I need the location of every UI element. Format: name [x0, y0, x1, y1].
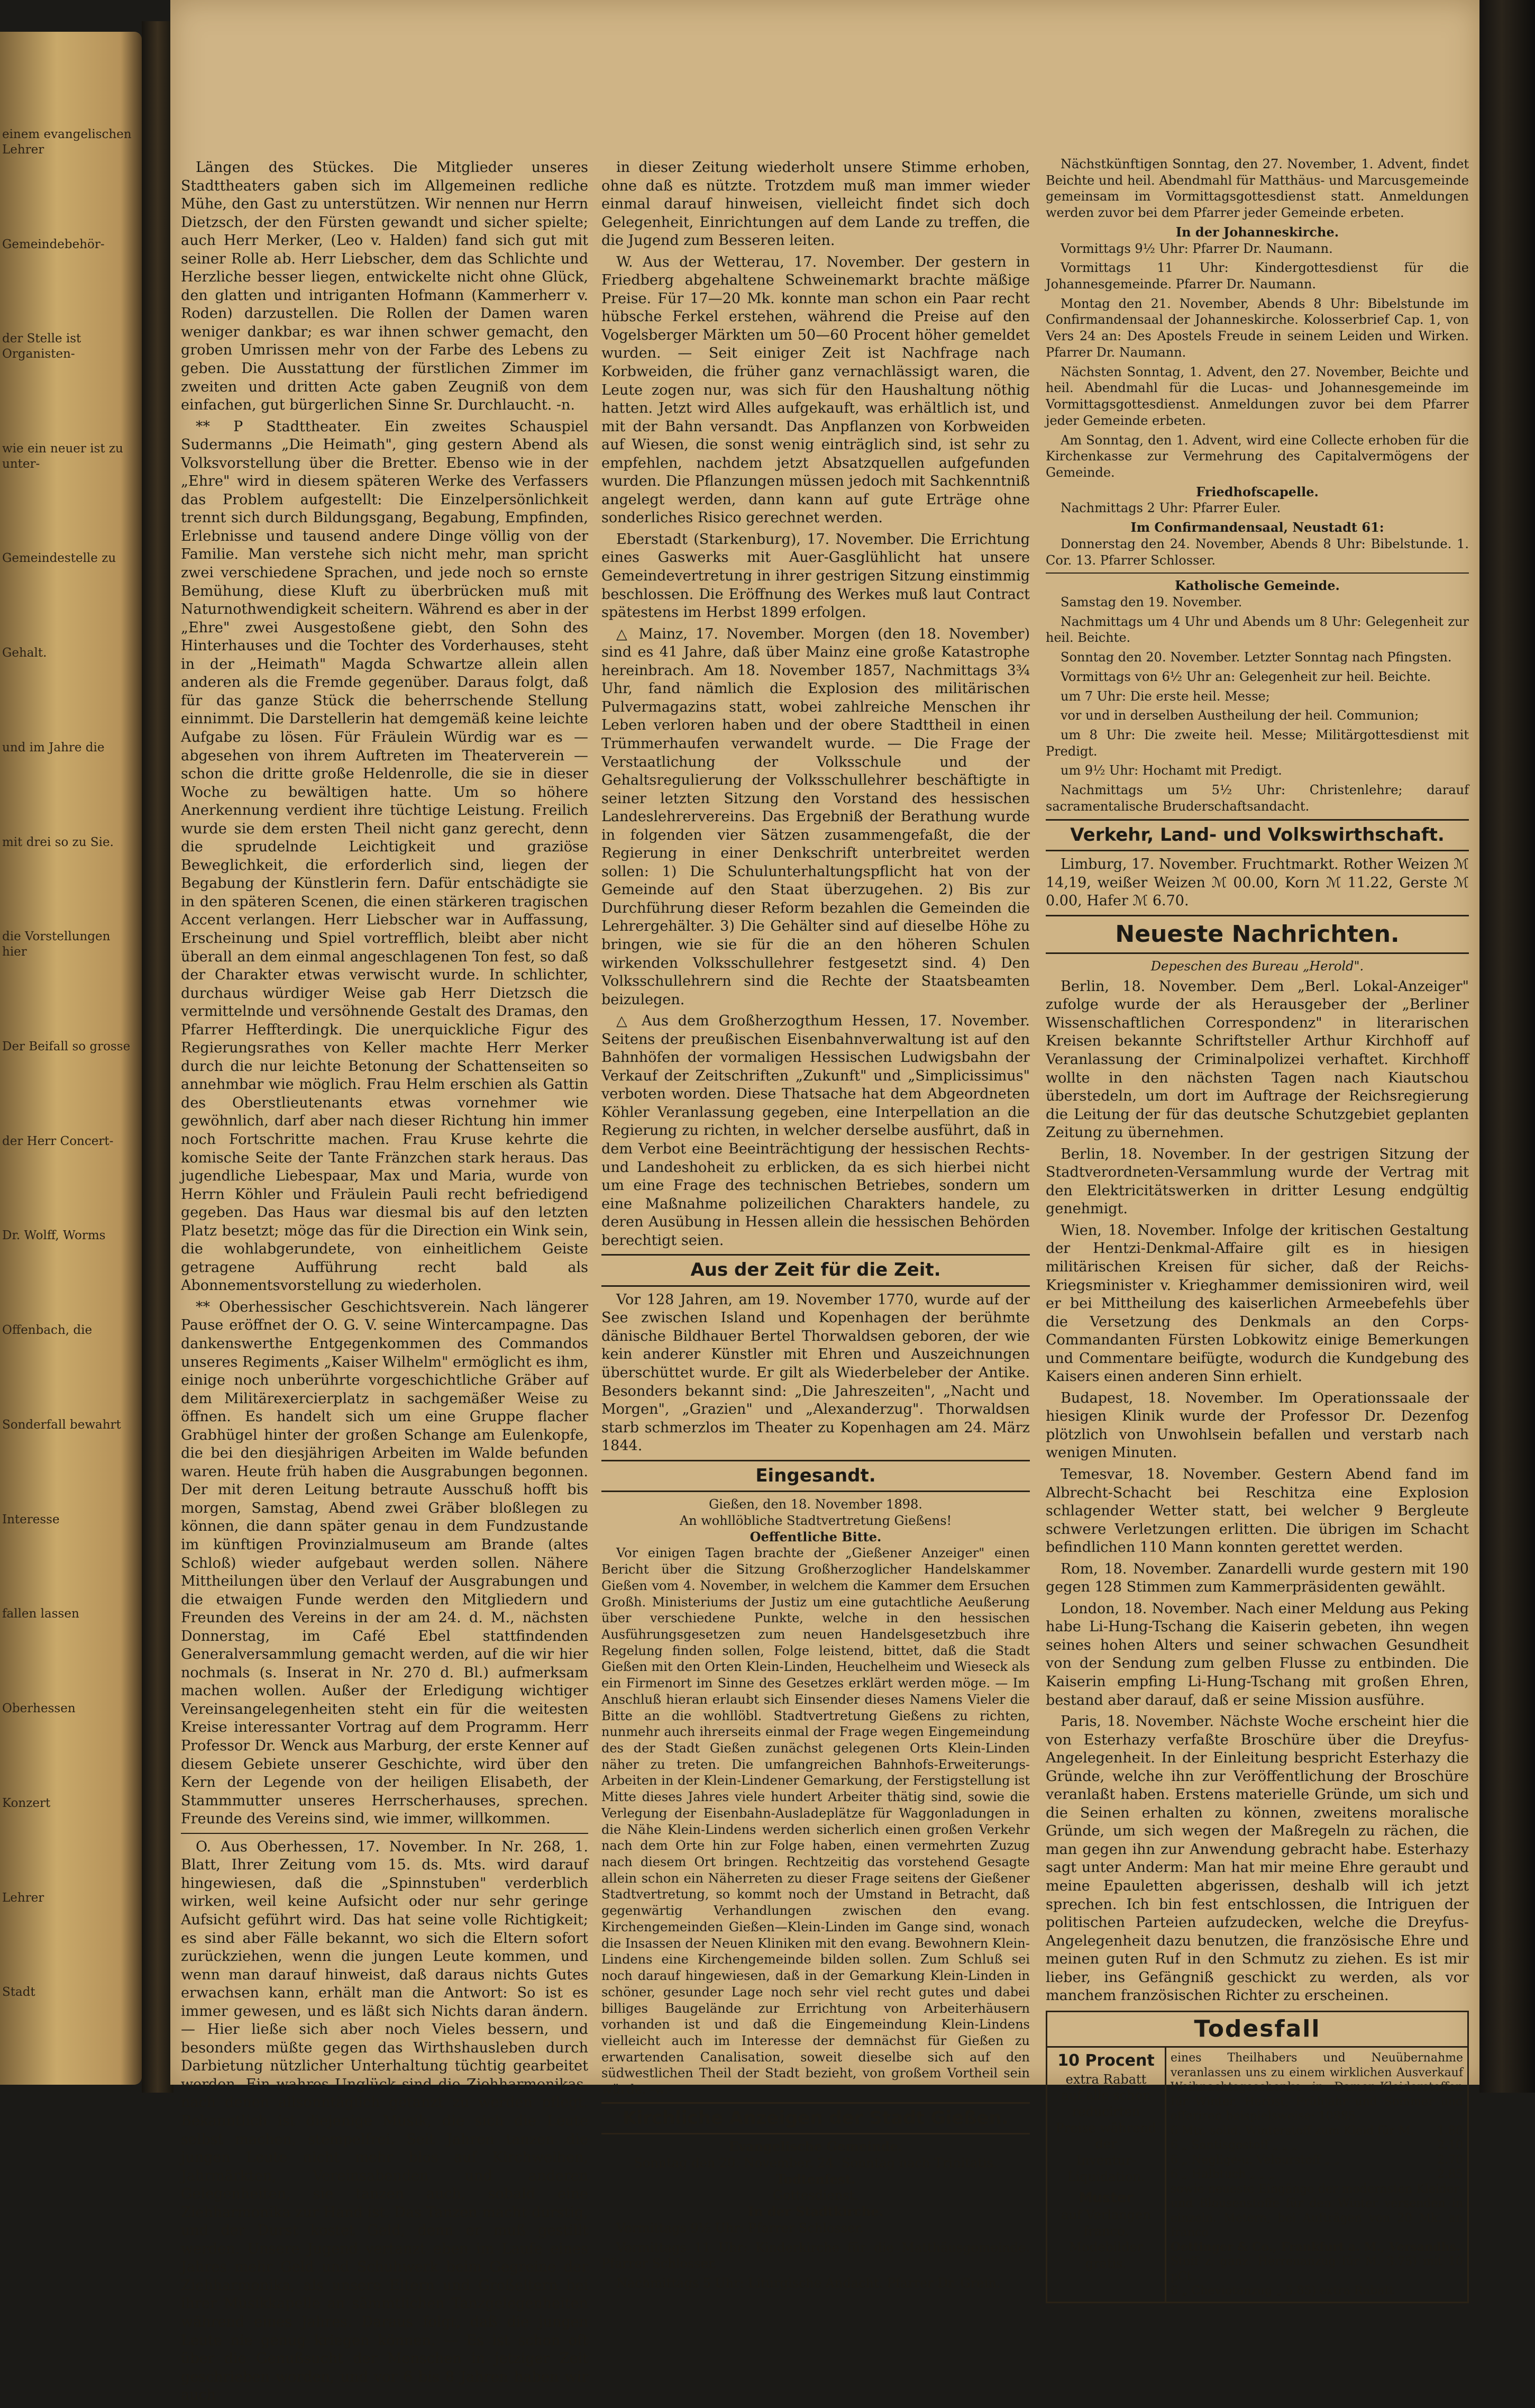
kath-heading: Katholische Gemeinde.: [1175, 578, 1340, 594]
divider: [181, 1833, 588, 1834]
section-heading-kirchliche: Kirchliche Anzeigen der Stadt Gießen.: [601, 2102, 1030, 2135]
ad-left-line: Modebilder gratis.: [1068, 2240, 1144, 2271]
ad-item-price: 2.10: [1437, 2139, 1463, 2152]
kirch-line: Vormittags 11 Uhr: Kindergottesdienst für die Johannesgemeinde. Pfarrer Dr. Naumann.: [1046, 260, 1469, 292]
ad-body: [1047, 2048, 1467, 2302]
kirch-line: Donnerstag den 24. November, Abends 8 Uhr: Bibelstunde. 1. Cor. 13. Pfarrer Schlosser.: [1046, 536, 1469, 568]
eingesandt-address: An wohllöbliche Stadtvertretung Gießens!: [679, 1513, 952, 1528]
verkehr-text: Limburg, 17. November. Fruchtmarkt. Rother Weizen ℳ 14,19, weißer Weizen ℳ 00.00, Korn ℳ 11.22, Gerste ℳ 0.00, Hafer ℳ 6.70.: [1046, 856, 1469, 910]
section-heading-verkehr: Verkehr, Land- und Volkswirthschaft.: [1046, 819, 1469, 852]
column-1: [181, 159, 588, 2408]
kirch-line: Am Sonntag, den 1. Advent, wird eine Collecte erhoben für die Kirchenkasse zur Vermehrung des Capitalvermögens der Gemeinde.: [1046, 432, 1469, 480]
ad-item: [1171, 2124, 1463, 2139]
ad-left-line: Inventur-Liquidation.: [1067, 2153, 1145, 2184]
ad-item: [1171, 2138, 1463, 2153]
news-paragraph: Berlin, 18. November. In der gestrigen Sitzung der Stadtverordneten-Versammlung wurde der Vertrag mit den Elektricitätswerken in dritter Lesung endgültig genehmigt.: [1046, 1146, 1469, 1217]
kirch-line: Montag den 21. November, Abends 8 Uhr: Bibelstunde im Confirmandensaal der Johanneskirche. Kolosserbrief Cap. 1, von Vers 24 an: Des Apostels Freude in seinem Leiden und Wirken. Pfarrer Dr. Naumann.: [1046, 296, 1469, 360]
conf-heading: Im Confirmandensaal, Neustadt 61:: [1130, 520, 1384, 535]
ad-item-label: 6 „ Santisgostoff „ „ „: [1171, 2139, 1298, 2152]
kath-line: um 7 Uhr: Die erste heil. Messe;: [1061, 688, 1270, 704]
left-page-line: Lehrer: [2, 1891, 44, 1905]
article-paragraph: Eberstadt (Starkenburg), 17. November. Die Errichtung eines Gaswerks mit Auer-Gasglühlicht hat unsere Gemeindevertretung in ihrer gestrigen Sitzung einstimmig beschlossen. Die Eröffnung des Werkes muß laut Contract spätestens im Herbst 1899 erfolgen.: [601, 531, 1030, 621]
fried-heading: Friedhofscapelle.: [1196, 484, 1319, 499]
kirch-line: Vormittags 11 Uhr: Kinderkirche für die Matthäusgemeinde. Pfarrer Schlosser.: [601, 2240, 1030, 2271]
ad-muster: Muster: [1079, 2189, 1134, 2206]
ad-discount: 10 Procent: [1057, 2051, 1155, 2070]
newspaper-page: [170, 0, 1479, 2404]
kath-line: Nachmittags um 5½ Uhr: Christenlehre; darauf sacramentalische Bruderschaftsandacht.: [1046, 783, 1469, 814]
news-paragraph: Wien, 18. November. Infolge der kritischen Gestaltung der Hentzi-Denkmal-Affaire gilt es in hiesigen militärischen Kreisen für sicher, daß der Reichs-Kriegsminister v. Krieghammer demissioniren wird, weil er bei Mittheilung des kaiserlichen Armeebefehls über die Versetzung des Denkmals an den Corps-Commandanten Fürsten Lobkowitz einige Bemerkungen und Commentare beifügte, wodurch die Kundgebung des Kaisers einen anderen Sinn erhielt.: [1046, 1222, 1469, 1385]
news-paragraph: London, 18. November. Nach einer Meldung aus Peking habe Li-Hung-Tschang die Kaiserin gebeten, ihn wegen seines hohen Alters und seiner schwachen Gesundheit von der Sendung zum gelben Flusse zu entbinden. Die Kaiserin empfing Li-Hung-Tschang mit großen Ehren, bestand aber darauf, daß er seine Mission ausführe.: [1046, 1600, 1469, 1709]
kath-line: Vormittags von 6½ Uhr an: Gelegenheit zur heil. Beichte.: [1061, 669, 1431, 684]
ad-item-label: 6 „ Halbtuch „ „ „: [1171, 2168, 1275, 2182]
left-page-line: der Stelle ist Organisten-: [2, 332, 81, 361]
eingesandt-text: Vor einigen Tagen brachte der „Gießener Anzeiger" einen Bericht über die Sitzung Großherzoglicher Handelskammer Gießen vom 4. November, in welchem die Kammer dem Ersuchen Großh. Ministeriums der Justiz um eine gutachtliche Aeußerung über verschiedene Punkte, welche in den hessischen Ausführungsgesetzen zum neuen Handelsgesetzbuch ihre Regelung finden sollen, Folge leistend, bittet, daß die Stadt Gießen mit den Orten Klein-Linden, Heuchelheim und Wieseck als ein Firmenort im Sinne des Gesetzes erklärt werden möge. — Im Anschluß hieran erlaubt sich Einsender dieses Namens Vieler die Bitte an die wohllöbl. Stadtvertretung Gießens zu richten, nunmehr auch ihrerseits einmal der Frage wegen Eingemeindung des der Stadt Gießen zunächst gelegenen Orts Klein-Linden näher zu treten. Die umfangreichen Bahnhofs-Erweiterungs-Arbeiten in der Klein-Lindener Gemarkung, der Ferstigstellung ist Mitte dieses Jahres viele hundert Arbeiter thätig sind, sowie die Verlegung der Eisenbahn-Ausladeplätze für Waggonladungen in die Nähe Klein-Lindens werden sicherlich einen großen Verkehr nach dem Orte hin zur Folge haben, einen vermehrten Zuzug nach diesem Ort bringen. Rechtzeitig das vorstehend Gesagte allein schon ein Näherreten zu dieser Frage seitens der Gießener Stadtvertretung, so kommt noch der Umstand in Betracht, daß gegenwärtig Verhandlungen zwischen den evang. Kirchengemeinden Gießen—Klein-Linden im Gange sind, wonach die Insassen der Neuen Kliniken mit den evang. Bewohnern Klein-Lindens eine Kirchengemeinde bilden sollen. Zum Schluß sei noch darauf hingewiesen, daß in der Gemarkung Klein-Linden in schöner, gesunder Lage noch sehr viel recht gutes und dabei billiges Baugelände zur Errichtung von Arbeiterhäusern vorhanden ist und daß die Eingemeindung Klein-Lindens vielleicht auch im Interesse der demnächst für Gießen zu erwartenden Canalisation, soweit dieselbe sich auf den südwestlichen Theil der Stadt bezieht, von großem Vortheil sein würde. -w.-: [601, 1546, 1030, 2097]
article-paragraph: in dieser Zeitung wiederholt unsere Stimme erhoben, ohne daß es nützte. Trotzdem muß man immer wieder einmal darauf hinweisen, vielleicht findet sich doch Gelegenheit, Einrichtungen auf dem Lande zu treffen, die die Jugend zum Besseren leiten.: [601, 159, 1030, 249]
ad-item: [1171, 2153, 1463, 2168]
kirch-line: Nächstkünftigen Sonntag, den 27. November, 1. Advent, findet Beichte und heil. Abendmahl für Matthäus- und Marcusgemeinde gemeinsam im Vormittagsgottesdienst statt. Anmeldungen werden zuvor bei dem Pfarrer jeder Gemeinde erbeten.: [1046, 157, 1469, 221]
kirch-line: Nachmittags 5 Uhr: Liturgische Andacht. Pfarrer Dr. Grein.: [616, 2276, 1001, 2291]
column-3: [1046, 156, 1469, 2303]
kath-line: Sonntag den 20. November. Letzter Sonntag nach Pfingsten.: [1061, 650, 1452, 665]
left-page-text: [2, 127, 134, 2079]
kirch-line: Vormittags 9½ Uhr: Pfarrer Schlosser.: [616, 2220, 864, 2236]
section-heading-neueste: Neueste Nachrichten.: [1046, 915, 1469, 954]
book-gutter: [142, 21, 173, 2093]
kirch-line: Vormittags 9½ Uhr: Pfarrer Dr. Naumann.: [1061, 241, 1333, 256]
article-paragraph: O. Aus Oberhessen, 17. November. In Nr. 268, 1. Blatt, Ihrer Zeitung vom 15. ds. Mts. wird darauf hingewiesen, daß die „Spinnstuben" verderblich wirken, weil keine Aufsicht oder nur sehr geringe Aufsicht geführt wird. Das hat seine volle Richtigkeit; es sind aber Fälle bekannt, wo sich die Eltern sofort zurückziehen, wenn die jungen Leute kommen, und wenn man darauf hinweist, daß daraus nichts Gutes erwachsen kann, erhält man die Antwort: So ist es immer gewesen, und es läßt sich Nichts daran ändern. — Hier ließe sich aber noch Vieles bessern, und besonders müßte gegen das Wirthshausleben durch Darbietung nützlicher Unterhaltung tüchtig gearbeitet werden. Ein wahres Unglück sind die Ziehharmonikas, nach denen allsonntäglich getanzt zu werden pflegt. Bekanntlich ist diejenige Musik, die sich die Leute selbst machen, stempelfrei. Seit Jahren tanzen die jungen Leute nicht mehr blos auf Kirchweihen, Jahrmärkten, Vereinsabenden und anderen Gelegenheiten, sie tanzen auch, sobald eine Ziehharmonika zur Hand ist. Das Tanzen macht durstig, und der Durst kostet Geld, denn er muß gestillt werden. Unsere Jugend vertanzt eben im Laufe eines Jahres mehr Geld und Schuhwerk beim Gegreine der Ziehharmonika, als unsere Eltern und Großeltern bei ihrer Musikkapelle an sämmtlichen Tanzgelegenheiten während eines Jahres. Daraus folgt, daß die jungen Leute nie genug kriegen können. — Es ist schon oft über die Genußsucht der Menschen in jetziger Zeit geschrieben worden, und vor 6 bis 8 Jahren haben wir auch: [181, 1838, 588, 2404]
eingesandt-subtitle: Oeffentliche Bitte.: [750, 1529, 882, 1544]
book-edge-right: [1479, 0, 1535, 2093]
joh-heading: In der Johanneskirche.: [1175, 224, 1339, 240]
article-paragraph: Längen des Stückes. Die Mitglieder unseres Stadttheaters gaben sich im Allgemeinen redliche Mühe, den Gast zu unterstützen. Wir nennen nur Herrn Dietzsch, der den Fürsten gewandt und sicher spielte; auch Herr Merker, (Leo v. Halden) fand sich gut mit seiner Rolle ab. Herr Liebscher, dem das Schlichte und Herzliche besser liegen, entwickelte nicht ohne Glück, den glatten und intriganten Hofmann (Kammerherr v. Roden) darzustellen. Die Rollen der Damen waren weniger dankbar; es war ihnen schwer gemacht, den groben Umrissen mehr von der Farbe des Lebens zu geben. Die Ausstattung der fürstlichen Zimmer im zweiten und dritten Acte gaben Zeugniß von dem einfachen, gut bürgerlichen Sinne Sr. Durchlaucht. -n.: [181, 159, 588, 414]
left-page-line: Gemeindestelle zu: [2, 551, 116, 566]
left-page-line: einem evangelischen Lehrer: [2, 128, 132, 157]
ad-item-price: 2.85: [1437, 2168, 1463, 2182]
article-paragraph: △ Aus dem Großherzogthum Hessen, 17. November. Seitens der preußischen Eisenbahnverwaltung ist auf den Bahnhöfen der vormaligen Hessischen Ludwigsbahn der Verkauf der Zeitschriften „Zukunft" und „Simplicissimus" verboten worden. Diese Thatsache hat dem Abgeordneten Köhler Veranlassung gegeben, eine Interpellation an die Regierung zu richten, in welcher derselbe ausführt, daß in dem Verbot eine Beeinträchtigung der hessischen Rechts- und Landeshoheit zu erblicken, da es sich hierbei nicht um eine Frage des technischen Betriebes, sondern um eine Maßnahme polizeilichen Charakters handele, zu deren Ausübung in Hessen allein die hessischen Behörden berechtigt seien.: [601, 1013, 1030, 1249]
left-page-line: Sonderfall bewahrt: [2, 1417, 121, 1432]
article-paragraph: ** Oberhessischer Geschichtsverein. Nach längerer Pause eröffnet der O. G. V. seine Wintercampagne. Das dankenswerthe Entgegenkommen des Commandos unseres Regiments „Kaiser Wilhelm" ermöglicht es ihm, einige noch unberührte vorgeschichtliche Gräber auf dem Militärexercierplatz in sachgemäßer Weise zu öffnen. Es handelt sich um eine Gruppe flacher Grabhügel hinter der großen Schange am Eulenkopfe, die bei den diesjährigen Arbeiten im Walde befunden waren. Heute früh haben die Ausgrabungen begonnen. Der mit deren Leitung betraute Ausschuß hofft bis morgen, Samstag, Abend zwei Gräber bloßlegen zu können, die dann später genau in dem Fundzustande im künftigen Provinzialmuseum am Brande (altes Schloß) wieder aufgebaut werden sollen. Nähere Mittheilungen über den Verlauf der Ausgrabungen und die etwaigen Funde werden den Mitgliedern und Freunden des Vereins in der am 24. d. M., nächsten Donnerstag, im Café Ebel stattfindenden Generalversammlung gemacht werden, auf die wir hier nochmals (s. Inserat in Nr. 270 d. Bl.) aufmerksam machen wollen. Außer der Erledigung wichtiger Vereinsangelegenheiten steht ein für die weitesten Kreise interessanter Vortrag auf dem Programm. Herr Professor Dr. Wenck aus Marburg, der erste Kenner auf diesem Gebiete unserer Geschichte, wird über den Kern der Legende von der heiligen Elisabeth, der Stammmutter unseres Herrscherhauses, sprechen. Freunde des Vereins sind, wie immer, willkommen.: [181, 1298, 588, 1828]
kirch-subheading: In der Stadtkirche.: [748, 2204, 883, 2220]
ad-firm-line: 6 „ Cheviotanzug „ 5.85) extra Rabatt: [1171, 2284, 1394, 2298]
ad-firm-line: Stoff z. ganz. Herrenanzug für M. 3.75) mit 10 pCt.: [1171, 2255, 1463, 2283]
ad-item-price: 1.80: [1437, 2124, 1463, 2138]
kirch-line: Nächsten Sonntag, 1. Advent, den 27. November, Beichte und heil. Abendmahl für die Lucas- und Johannesgemeinde im Vormittagsgottesdienst. Anmeldungen zuvor bei dem Pfarrer jeder Gemeinde erbeten.: [1046, 364, 1469, 428]
left-page-line: Der Beifall so grosse: [2, 1039, 131, 1053]
column-2: [601, 159, 1030, 2295]
kath-line: Samstag den 19. November.: [1061, 594, 1242, 610]
ad-outro: sowie neueste Eingänge der modernsten Kleider- und Blousenstoffe für den Winter versenden in einzeln. Metern, bei Aufträgen von 20 Mk. an franco: [1171, 2182, 1463, 2240]
section-heading-eingesandt: Eingesandt.: [601, 1460, 1030, 1493]
left-page-line: wie ein neuer ist zu unter-: [2, 441, 123, 471]
kirch-line: Sonntag den 20. November. 24. Sonntag nach Trinitatis.: [634, 2156, 998, 2171]
left-page-line: Gehalt.: [2, 646, 47, 660]
left-page-line: Stadt: [2, 1985, 35, 2000]
left-page-fragment: [0, 32, 142, 2085]
left-page-line: die Vorstellungen hier: [2, 930, 111, 959]
news-paragraph: Temesvar, 18. November. Gestern Abend fand im Albrecht-Schacht bei Reschitza eine Explosion schlagender Wetter statt, bei welcher 9 Bergleute schwere Verletzungen erlitten. Die übrigen im Schacht befindlichen 110 Mann konnten gerettet werden.: [1046, 1466, 1469, 1556]
ad-left-line: extra Rabatt: [1065, 2071, 1147, 2087]
kath-line: um 8 Uhr: Die zweite heil. Messe; Militärgottesdienst mit Predigt.: [1046, 728, 1469, 759]
ad-left-line: auf alle schon reducirten Preise während der: [1055, 2088, 1157, 2152]
article-paragraph: △ Mainz, 17. November. Morgen (den 18. November) sind es 41 Jahre, daß über Mainz eine große Katastrophe hereinbrach. Am 18. November 1857, Nachmittags 3¾ Uhr, fand nämlich die Explosion des militärischen Pulvermagazins statt, wobei zahlreiche Menschen ihr Leben verloren haben und der obere Stadttheil in einen Trümmerhaufen verwandelt wurde. — Die Frage der Verstaatlichung der Volksschule und der Gehaltsregulierung der Volksschullehrer beschäftigte in seiner letzten Sitzung den Vorstand des hessischen Landeslehrervereins. Das Ergebniß der Berathung wurde in folgenden vier Sätzen zusammengefaßt, die der Regierung in einer Denkschrift unterbreitet werden sollen: 1) Die Schulunterhaltungspflicht hat von der Gemeinde auf den Staat überzugehen. 2) Bis zur Durchführung dieser Reform bezahlen die Gemeinden die Lehrergehälter. 3) Die Gehälter sind auf dieselbe Höhe zu bringen, wie sie für die an den höheren Schulen wirkenden Volksschullehrer festgesetzt sind. 4) Den Volksschullehrern sind die Rechte der Staatsbeamten beizulegen.: [601, 625, 1030, 1008]
ad-item: [1171, 2167, 1463, 2182]
ad-right-panel: [1166, 2048, 1467, 2302]
left-page-line: Gemeindebehör-: [2, 237, 105, 251]
kirch-line: Nachmittags 2 Uhr: Pfarrer Euler.: [1061, 501, 1281, 516]
section-heading-zeit: Aus der Zeit für die Zeit.: [601, 1254, 1030, 1287]
eingesandt-date: Gießen, den 18. November 1898.: [709, 1497, 922, 1512]
ad-title: Todesfall: [1047, 2012, 1467, 2048]
ad-item-price: 2.70: [1437, 2153, 1463, 2167]
kirch-subheading: Evangelische Gemeinde.: [728, 2139, 903, 2155]
kath-line: vor und in derselben Austheilung der heil. Communion;: [1061, 708, 1419, 723]
article-paragraph: ** P Stadttheater. Ein zweites Schauspiel Sudermanns „Die Heimath", ging gestern Abend als Volksvorstellung über die Bretter. Ebenso wie in der „Ehre" wird in diesem späteren Werke des Verfassers das Problem aufgestellt: Die Einzelpersönlichkeit trennt sich durch Bildungsgang, Begabung, Empfinden, Erlebnisse und tausend andere Dinge völlig von der Familie. Man verstehe sich nicht mehr, man spricht zwei verschiedene Sprachen, und jede noch so ernste Bemühung, diese Kluft zu überbrücken muß mit Naturnothwendigkeit scheitern. Während es aber in der „Ehre" zwei Ausgestoßene giebt, den Sohn des Hinterhauses und die Tochter des Vorderhauses, steht in der „Heimath" Magda Schwartze allein allen anderen als die Fremde gegenüber. Daraus folgt, daß für das ganze Stück die beherrschende Stellung einnimmt. Die Darstellerin hat demgemäß keine leichte Aufgabe zu lösen. Für Fräulein Würdig war es — abgesehen von ihrem Auftreten im Theaterverein — schon die dritte große Heldenrolle, die sie in dieser Woche zu bewältigen hatte. Um so höhere Anerkennung verdient ihre tüchtige Leistung. Freilich wurde sie dem ersten Theil nicht ganz gerecht, denn die sprudelnde Leichtigkeit und graziöse Beweglichkeit, die erforderlich sind, liegen der Begabung der Künstlerin fern. Dafür entschädigte sie in den späteren Scenen, die einen stärkeren tragischen Accent verlangen. Herr Liebscher war in Auffassung, Erscheinung und Spiel vortrefflich, bleibt aber nicht überall an dem einmal angeschlagenen Ton fest, so daß der Charakter etwas verwischt wurde. In schlichter, durchaus würdiger Weise gab Herr Dietzsch die vermittelnde und versöhnende Gestalt des Dramas, den Pfarrer Heffterdingk. Die unerquickliche Figur des Regierungsrathes von Keller machte Herr Merker durch die nur leichte Betonung der Schattenseiten so annehmbar wie möglich. Frau Helm erschien als Gattin des Oberstlieutenants etwas vornehmer wie gewöhnlich, darf aber nach dieser Richtung hin immer noch Fortschritte machen. Frau Kruse kehrte die komische Seite der Tante Fränzchen stark heraus. Das jugendliche Liebespaar, Max und Maria, wurde von Herrn Köhler und Fräulein Pauli recht befriedigend gegeben. Das Haus war diesmal bis auf den letzten Platz besetzt; möge das für die Direction ein Wink sein, die wohlabgerundete, von einheitlichem Geiste getragene Aufführung recht bald als Abonnementsvorstellung zu wiederholen.: [181, 418, 588, 1294]
left-page-line: der Herr Concert-: [2, 1134, 114, 1148]
news-paragraph: Rom, 18. November. Zanardelli wurde gestern mit 190 gegen 128 Stimmen zum Kammerpräsidenten gewählt.: [1046, 1560, 1469, 1596]
divider: [1046, 573, 1469, 574]
left-page-line: mit drei so zu Sie.: [2, 835, 114, 849]
neueste-subtitle: Depeschen des Bureau „Herold".: [1150, 959, 1364, 974]
left-page-line: fallen lassen: [2, 1607, 79, 1621]
left-page-line: und im Jahre die: [2, 740, 105, 755]
kirch-subheading: Todtenfest.: [775, 2171, 856, 2187]
kath-line: Nachmittags um 4 Uhr und Abends um 8 Uhr: Gelegenheit zur heil. Beichte.: [1046, 614, 1469, 646]
kirch-subheading: Gottesdienst.: [773, 2188, 858, 2203]
left-page-line: Oberhessen: [2, 1702, 76, 1715]
kath-line: um 9½ Uhr: Hochamt mit Predigt.: [1061, 763, 1282, 778]
ad-firm: Oettinger & Co., Frankfurt a. M., Versandhs.: [1171, 2240, 1460, 2254]
ad-left-panel: [1047, 2048, 1166, 2302]
ad-item-label: 6 „ Negligé-u. Velourstoff „ „: [1171, 2153, 1340, 2167]
advertisement-todesfall: [1046, 2011, 1469, 2303]
zeit-text: Vor 128 Jahren, am 19. November 1770, wurde auf der See zwischen Island und Kopenhagen der berühmte dänische Bildhauer Bertel Thorwaldsen geboren, der wie kein anderer Künstler mit Ehren und Auszeichnungen überschüttet wurde. Er gilt als Wiederbeleber der Antike. Besonders bekannt sind: „Die Jahreszeiten", „Nacht und Morgen", „Grazien" und „Alexanderzug". Thorwaldsen starb schmerzlos im Theater zu Kopenhagen am 24. März 1844.: [601, 1291, 1030, 1455]
news-paragraph: Paris, 18. November. Nächste Woche erscheint hier die von Esterhazy verfaßte Broschüre über die Dreyfus-Angelegenheit. In der Einleitung bespricht Esterhazy die Gründe, welche ihn zur Veröffentlichung der Broschüre veranlaßt haben. Erstens materielle Gründe, um sich und die Seinen erhalten zu können, zweitens moralische Gründe, um sich wegen der Maßregeln zu rächen, die man gegen ihn zur Anwendung gebracht habe. Esterhazy sagt unter Anderm: Man hat mir meine Ehre geraubt und meine Epauletten abgerissen, deshalb will ich jetzt sprechen. Ich bin fest entschlossen, die Intriguen der politischen Parteien aufzudecken, welche die Dreyfus-Angelegenheit dazu benutzen, die französische Ehre und meinen guten Ruf in den Schmutz zu ziehen. Es ist mir lieber, ins Gefängniß geschickt zu werden, als vor manchem französischen Richter zu erscheinen.: [1046, 1713, 1469, 2004]
ad-item-label: 6 Mtr. solid. Winterstoff zum Kleid für M.: [1171, 2124, 1414, 2138]
ad-left-line: auf Verlangen franco.: [1061, 2207, 1151, 2239]
left-page-line: Offenbach, die: [2, 1323, 93, 1337]
left-page-line: Konzert: [2, 1796, 51, 1810]
ad-intro: eines Theilhabers und Neuübernahme veranlassen uns zu einem wirklichen Ausverkauf Weihnachtsgeschenke in Damen-Kleiderstoffen für Winter, Herbst, Frühjahr und Sommer und offeriren beispielsweise: 10885: [1171, 2051, 1463, 2123]
left-page-line: Dr. Wolff, Worms: [2, 1229, 106, 1243]
left-page-line: Interesse: [2, 1512, 60, 1526]
news-paragraph: Budapest, 18. November. Im Operationssaale der hiesigen Klinik wurde der Professor Dr. Dezenfog plötzlich von Unwohlsein befallen und verstarb nach wenigen Minuten.: [1046, 1389, 1469, 1461]
news-paragraph: Berlin, 18. November. Dem „Berl. Lokal-Anzeiger" zufolge wurde der als Herausgeber der „Berliner Wissenschaftlichen Correspondenz" in literarischen Kreisen bekannte Schriftsteller Arthur Kirchhoff auf Veranlassung der Criminalpolizei verhaftet. Kirchhoff wollte in den nächsten Tagen nach Kiautschou überstedeln, um dort im Auftrage der Reichsregierung die Leitung der für das deutsche Schutzgebiet geplanten Zeitung zu übernehmen.: [1046, 978, 1469, 1141]
article-paragraph: W. Aus der Wetterau, 17. November. Der gestern in Friedberg abgehaltene Schweinemarkt brachte mäßige Preise. Für 17—20 Mk. konnte man schon ein Paar recht hübsche Ferkel erstehen, während die Preise auf den Vogelsberger Märkten um 50—60 Procent höher gemeldet wurden. — Seit einiger Zeit ist Nachfrage nach Korbweiden, die früher ganz vernachlässigt waren, die Leute zogen nur, was sich für den Haushaltung nöthig hatten. Jetzt wird Alles aufgekauft, was erhältlich ist, und mit der Bahn versandt. Das Anpflanzen von Korbweiden auf Wiesen, die sonst wenig einträglich sind, ist sehr zu empfehlen, nachdem jetzt Absatzquellen aufgefunden wurden. Die Pflanzungen müssen jedoch mit Sachkenntniß angelegt werden, dann kann auf gute Erträge ohne sonderliches Risico gerechnet werden.: [601, 253, 1030, 526]
